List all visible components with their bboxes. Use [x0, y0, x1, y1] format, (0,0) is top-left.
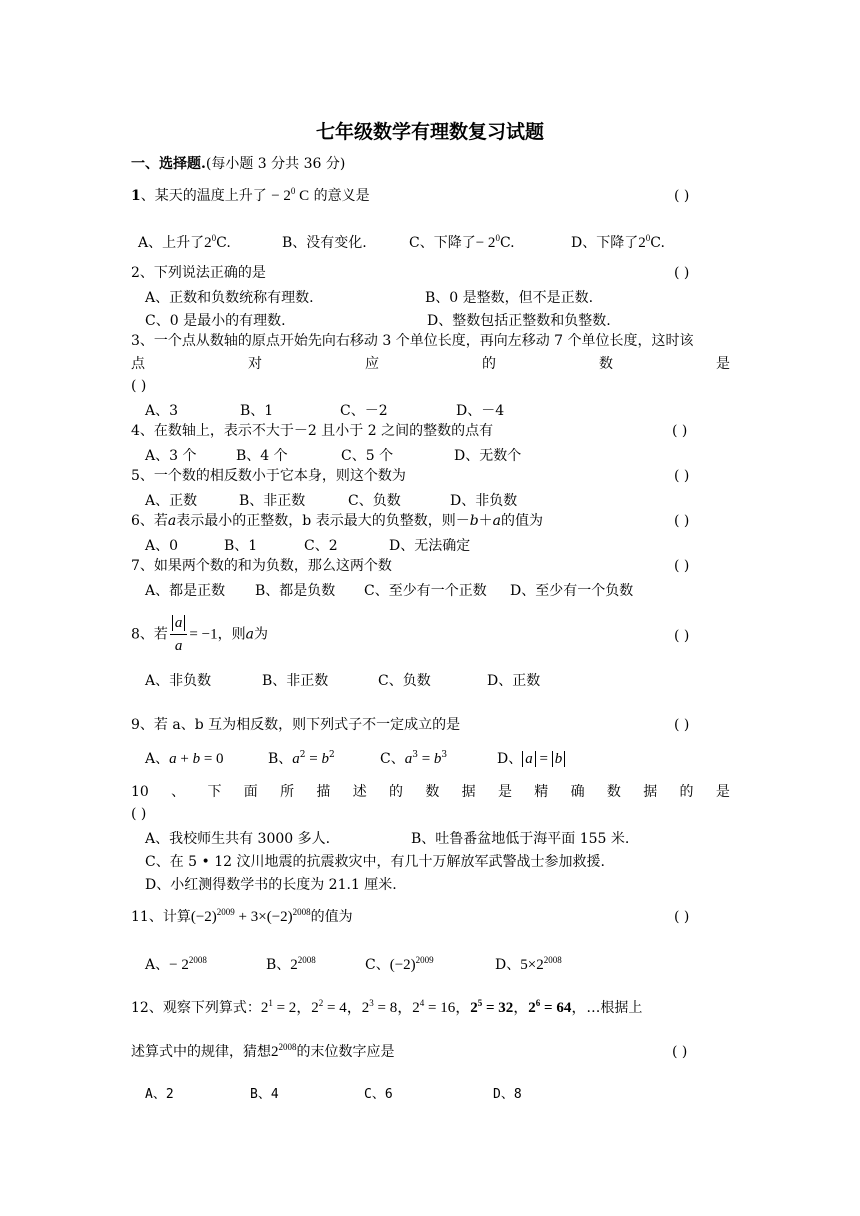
- question-7: 7、如果两个数的和为负数，那么这两个数: [131, 558, 392, 574]
- q5-option-d[interactable]: D、非负数: [450, 493, 518, 509]
- question-1: [131, 187, 370, 205]
- q2-answer-blank[interactable]: ( ): [674, 265, 690, 281]
- q3-option-a[interactable]: A、3: [145, 403, 179, 419]
- q5-option-a[interactable]: A、正数: [145, 493, 198, 509]
- q1-stem: 、某天的温度上升了: [140, 188, 267, 204]
- q9-option-c[interactable]: C、$a^3 = b^3$: [380, 750, 448, 767]
- q10-option-d[interactable]: D、小红测得数学书的长度为 21.1 厘米.: [145, 877, 397, 893]
- question-4: 4、在数轴上，表示不大于－2 且小于 2 之间的整数的点有: [131, 423, 494, 439]
- q6-option-a[interactable]: A、0: [145, 538, 179, 554]
- q3-answer-blank[interactable]: ( ): [131, 378, 147, 394]
- q11-option-d[interactable]: D、$5\times 2^{2008}$: [495, 955, 562, 973]
- q11-option-a[interactable]: A、− $2^{2008}$: [145, 955, 207, 973]
- q8-answer-blank[interactable]: ( ): [674, 628, 690, 644]
- q9-option-a[interactable]: A、a + b = 0: [145, 751, 224, 767]
- q1-stem-end: 的意义是: [313, 188, 370, 204]
- q2-option-a[interactable]: A、正数和负数统称有理数.: [145, 290, 314, 306]
- q12-option-b[interactable]: B、4: [250, 1087, 279, 1102]
- q1-math: − $2^0$ C: [271, 186, 310, 204]
- q10-option-c[interactable]: C、在 5 • 12 汶川地震的抗震救灾中，有几十万解放军武警战士参加救援.: [145, 854, 605, 870]
- q4-option-a[interactable]: A、3 个: [145, 448, 197, 464]
- q8-option-d[interactable]: D、正数: [487, 673, 541, 689]
- q5-answer-blank[interactable]: ( ): [674, 468, 690, 484]
- q7-option-b[interactable]: B、都是负数: [255, 583, 336, 599]
- q3-line2: 点 对 应 的 数 是: [131, 356, 730, 372]
- q12-option-c[interactable]: C、6: [364, 1087, 393, 1102]
- question-6: 6、若a表示最小的正整数，b 表示最大的负整数，则－b＋a的值为: [131, 513, 544, 529]
- q2-option-b[interactable]: B、0 是整数，但不是正数.: [425, 290, 594, 306]
- q4-option-c[interactable]: C、5 个: [341, 448, 394, 464]
- q3-option-b[interactable]: B、1: [240, 403, 274, 419]
- q10-option-b[interactable]: B、吐鲁番盆地低于海平面 155 米.: [411, 831, 630, 847]
- section-note: (每小题 3 分共 36 分): [205, 156, 346, 172]
- q2-option-c[interactable]: C、0 是最小的有理数.: [145, 313, 286, 329]
- q6-option-c[interactable]: C、2: [304, 538, 338, 554]
- q4-option-d[interactable]: D、无数个: [454, 448, 522, 464]
- q1-option-d[interactable]: D、下降了$2^0C$.: [571, 233, 665, 251]
- q1-number: 1: [131, 188, 141, 204]
- q8-option-c[interactable]: C、负数: [378, 673, 431, 689]
- q6-option-d[interactable]: D、无法确定: [389, 538, 471, 554]
- q3-option-c[interactable]: C、－2: [340, 403, 388, 419]
- q7-option-d[interactable]: D、至少有一个负数: [510, 583, 634, 599]
- q11-option-b[interactable]: B、$2^{2008}$: [266, 955, 316, 973]
- q7-option-c[interactable]: C、至少有一个正数: [364, 583, 487, 599]
- section-label: 一、选择题.: [131, 156, 206, 172]
- q11-answer-blank[interactable]: ( ): [674, 909, 690, 925]
- q11-expression: $(-2)^{2009} + 3\times(-2)^{2008}$: [190, 907, 311, 925]
- q5-option-b[interactable]: B、非正数: [239, 493, 306, 509]
- q9-answer-blank[interactable]: ( ): [674, 717, 690, 733]
- q5-option-c[interactable]: C、负数: [348, 493, 401, 509]
- q8-option-b[interactable]: B、非正数: [262, 673, 329, 689]
- question-12-line2: 述算式中的规律，猜想$2^{2008}$的末位数字应是: [131, 1042, 395, 1060]
- question-11: 11、计算$(-2)^{2009} + 3\times(-2)^{2008}$的值为: [131, 907, 353, 925]
- question-5: 5、一个数的相反数小于它本身，则这个数为: [131, 468, 406, 484]
- section-heading: [131, 155, 345, 173]
- q11-option-c[interactable]: C、$(-2)^{2009}$: [365, 955, 434, 973]
- page-title: 七年级数学有理数复习试题: [315, 121, 544, 143]
- q1-option-b[interactable]: B、没有变化.: [282, 235, 367, 251]
- question-2: 2、下列说法正确的是: [131, 265, 266, 281]
- q12-option-d[interactable]: D、8: [493, 1087, 522, 1102]
- question-8: 8、若 $\frac{a}{a}$ = −1，则a为: [131, 612, 268, 657]
- q10-option-a[interactable]: A、我校师生共有 3000 多人.: [145, 831, 331, 847]
- question-9: 9、若 a、b 互为相反数，则下列式子不一定成立的是: [131, 717, 461, 733]
- q3-option-d[interactable]: D、－4: [456, 403, 505, 419]
- q12-sequence: $2^1 = 2$，$2^2 = 4$，$2^3 = 8$，$2^4 = 16$，$2^5 = 32$，$2^6 = 64$，: [260, 998, 587, 1016]
- q7-answer-blank[interactable]: ( ): [674, 558, 690, 574]
- q9-option-d[interactable]: D、 a = b: [497, 748, 565, 768]
- q4-answer-blank[interactable]: ( ): [672, 423, 688, 439]
- question-3: 3、一个点从数轴的原点开始先向右移动 3 个单位长度，再向左移动 7 个单位长度，这时该: [131, 333, 694, 349]
- q6-answer-blank[interactable]: ( ): [674, 513, 690, 529]
- q7-option-a[interactable]: A、都是正数: [145, 583, 226, 599]
- q1-answer-blank[interactable]: ( ): [674, 188, 690, 204]
- question-10: 10 、 下 面 所 描 述 的 数 据 是 精 确 数 据 的 是: [131, 784, 730, 800]
- q10-answer-blank[interactable]: ( ): [131, 806, 147, 822]
- question-12: 12、观察下列算式：$2^1 = 2$，$2^2 = 4$，$2^3 = 8$，$2^4 = 16$，$2^5 = 32$，$2^6 = 64$，…根据上: [131, 998, 643, 1016]
- q4-option-b[interactable]: B、4 个: [236, 448, 288, 464]
- q12-answer-blank[interactable]: ( ): [672, 1044, 688, 1060]
- q6-option-b[interactable]: B、1: [224, 538, 258, 554]
- q1-option-c[interactable]: C、下降了− $2^0C$.: [409, 233, 515, 251]
- q8-fraction: $\frac{a}{a}$: [170, 612, 188, 657]
- q8-option-a[interactable]: A、非负数: [145, 673, 212, 689]
- q1-option-a[interactable]: A、上升了$2^0C$.: [138, 233, 231, 251]
- q9-option-b[interactable]: B、$a^2 = b^2$: [268, 750, 335, 767]
- q12-option-a[interactable]: A、2: [145, 1087, 174, 1102]
- q2-option-d[interactable]: D、整数包括正整数和负整数.: [427, 313, 611, 329]
